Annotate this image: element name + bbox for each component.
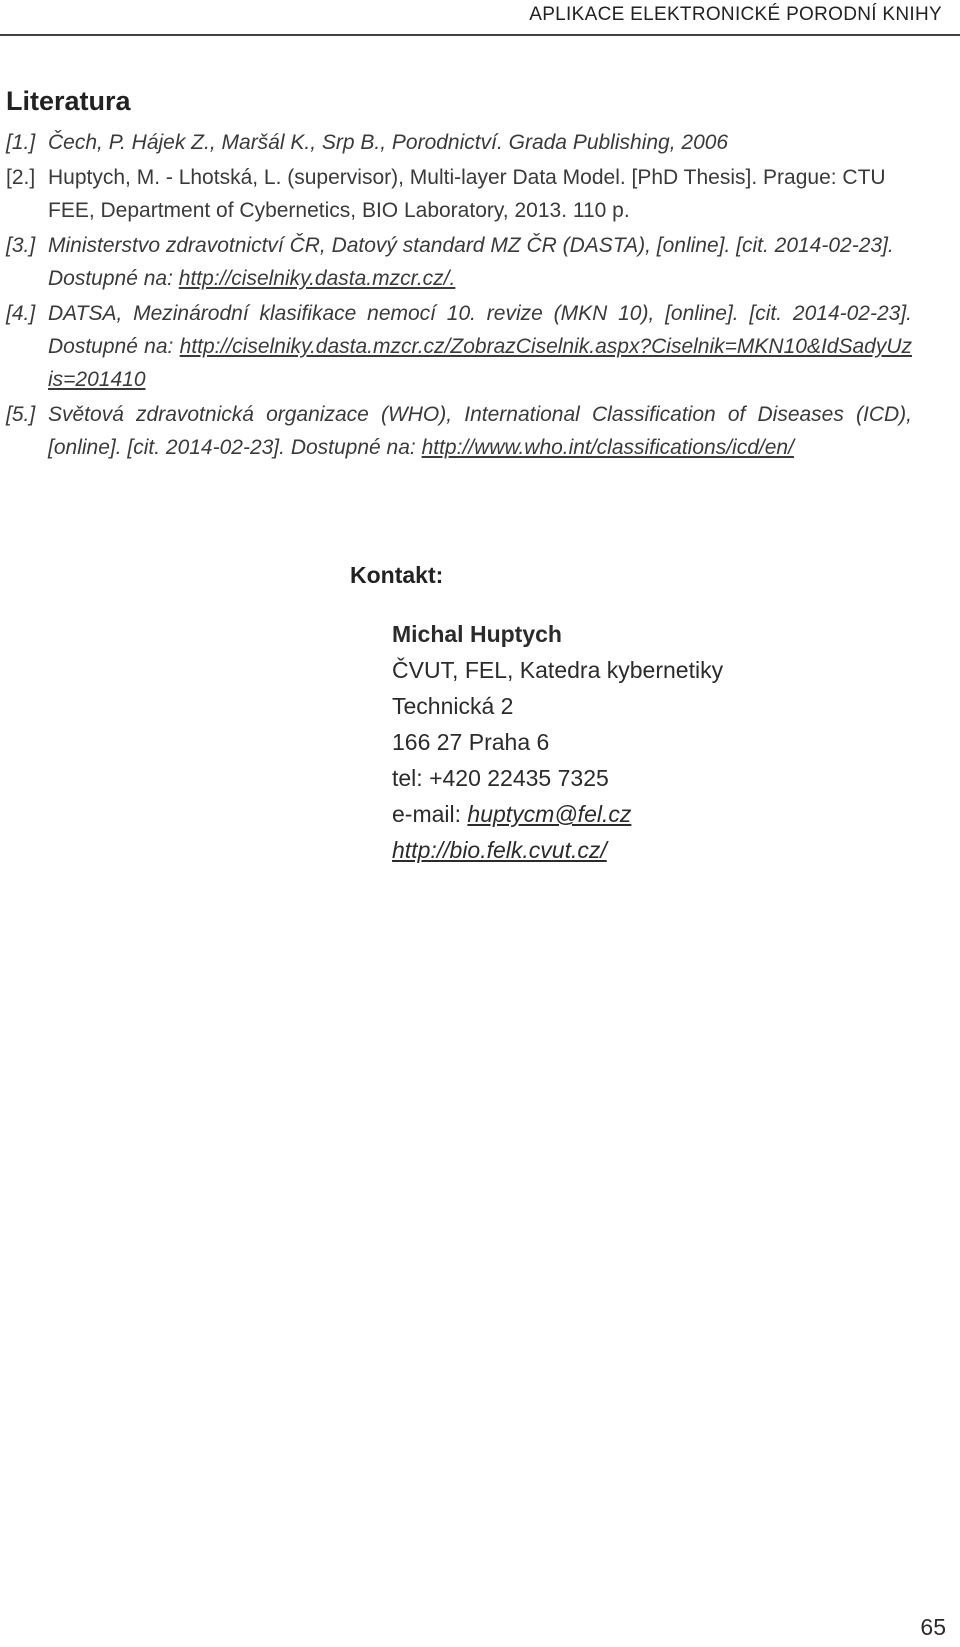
reference-number: [5.] [6, 403, 36, 426]
contact-title: Kontakt: [350, 562, 444, 588]
reference-item [6, 229, 912, 295]
contact-website-line [392, 832, 723, 868]
reference-number: [3.] [6, 234, 36, 257]
contact-email-label: e-mail: [392, 801, 468, 827]
reference-text: Čech, P. Hájek Z., Maršál K., Srp B., Porodnictví. Grada Publishing, 2006 [48, 131, 729, 154]
contact-email-link[interactable]: huptycm@fel.cz [467, 801, 632, 827]
contact-website-link[interactable]: http://bio.felk.cvut.cz/ [392, 837, 607, 863]
contact-street: Technická 2 [392, 693, 514, 719]
contact-city: 166 27 Praha 6 [392, 729, 550, 755]
header-rule [0, 34, 960, 36]
reference-body: Ministerstvo zdravotnictví ČR, Datový standard MZ ČR (DASTA), [online]. [cit. 2014-02-23]. Dostupné na: [48, 234, 894, 290]
contact-block [392, 616, 723, 868]
reference-item [6, 398, 912, 464]
reference-text: Huptych, M. - Lhotská, L. (supervisor), Multi-layer Data Model. [PhD Thesis]. Prague: CTU FEE, Department of Cybernetics, BIO Laboratory, 2013. 110 p. [48, 166, 886, 222]
contact-affiliation: ČVUT, FEL, Katedra kybernetiky [392, 657, 724, 683]
reference-text [48, 403, 912, 459]
reference-link[interactable]: http://www.who.int/classifications/icd/en/ [421, 436, 794, 459]
reference-body: Světová zdravotnická organizace (WHO), International Classification of Diseases (ICD), [online]. [cit. 2014-02-23]. Dostupné na: [48, 403, 912, 459]
reference-list [6, 126, 912, 466]
reference-link[interactable]: http://ciselniky.dasta.mzcr.cz/ZobrazCiselnik.aspx?Ciselnik=MKN10&IdSadyUzis=201410 [48, 335, 912, 391]
literature-title: Literatura [6, 86, 131, 116]
contact-email-line [392, 796, 723, 832]
reference-text [48, 234, 894, 290]
reference-body: DATSA, Mezinárodní klasifikace nemocí 10. revize (MKN 10), [online]. [cit. 2014-02-23]. Dostupné na: [48, 302, 912, 358]
contact-phone: tel: +420 22435 7325 [392, 765, 609, 791]
reference-item [6, 297, 912, 396]
page-number: 65 [920, 1614, 946, 1640]
reference-link[interactable]: http://ciselniky.dasta.mzcr.cz/. [178, 267, 456, 290]
running-header: APLIKACE ELEKTRONICKÉ PORODNÍ KNIHY [529, 4, 942, 25]
reference-number: [1.] [6, 131, 36, 154]
reference-number: [2.] [6, 166, 36, 189]
reference-text [48, 302, 912, 391]
contact-name: Michal Huptych [392, 621, 562, 647]
reference-item [6, 161, 912, 227]
reference-number: [4.] [6, 302, 36, 325]
reference-item [6, 126, 912, 159]
